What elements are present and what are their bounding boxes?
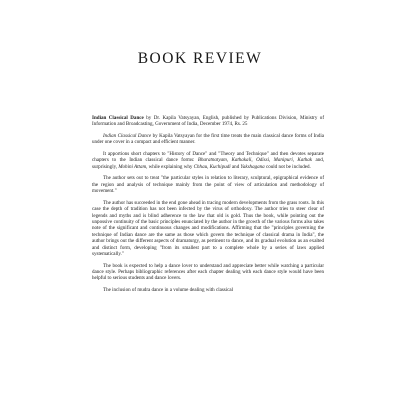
review-paragraph [92,133,324,146]
review-paragraph [92,287,324,293]
review-paragraph [92,263,324,282]
text-run: The book is expected to help a dance lover to understand and appreciate better while watching a particular dance style. Perhaps bibliographic references after each chapter dealing with each dance style would have been helpful to serious students and dance lovers. [92,262,324,282]
text-run: and [230,163,241,170]
review-body [92,115,324,299]
review-paragraph [92,200,324,258]
text-run: Indian Classical Dance [103,133,152,139]
text-run: The author sets out to treat "the particular styles in relation to literary, sculptural, epigraphical evidence of the region and analysis of technique mainly from the point of view of articulation and methodology of movement." [92,175,324,195]
text-run: by Dr. Kapila Vatsyayan, English, published by Publications Division, Ministry of Information and Broadcasting, Government of India, December 1974, Rs. 25 [92,115,324,128]
text-run: Chhau, Kuchipudi [193,163,231,170]
text-run: Indian Classical Dance [92,115,144,121]
text-run: could not be included. [264,163,311,170]
text-run: , while explaining why [146,163,194,170]
page-title: BOOK REVIEW [137,50,263,67]
text-run: by Kapila Vatsyayan for the first time treats the main classical dance forms of India under one cover in a compact and efficient manner. [92,133,324,146]
text-run: and, surprisingly, [92,157,324,170]
text-run: It apportions short chapters to "History of Dance" and "Theory and Technique" and then devotes separate chapters to the Indian classical dance forms: [92,151,324,164]
text-run: Yakshagana [240,163,265,170]
citation-paragraph [92,115,324,128]
review-paragraph [92,151,324,170]
text-run: The author has succeeded in the end gone ahead in tracing modern developments from the grass roots. In this case the depth of tradition has not been infected by the virus of orthodoxy. The author tries to steer clear of legends and myths and is blind adherence to the law that old is gold. Thus the book, while pointing out the unpossive continuity of the basic principles enunciated by the author in the growth of the various forms also takes note of the significant and continuous changes and modifications. Affirming that the "principles governing the technique of Indian dance are the same as those which govern the technique of classical drama in India", the author brings out the different aspects of dramaturgy, as pertinent to dance, and its gradual evolution as an exalted and distinct form, developing "from its smallest part to a complete whole by a series of laws applied systematically." [92,199,324,258]
review-paragraph [92,175,324,194]
text-run: The inclusion of mudra dance in a volume dealing with classical [103,287,234,294]
text-run: Bharatnatyam, Kathakali, Odissi, Manipuri, Kathak [197,157,313,164]
text-run: Mohini Attam [118,163,147,170]
